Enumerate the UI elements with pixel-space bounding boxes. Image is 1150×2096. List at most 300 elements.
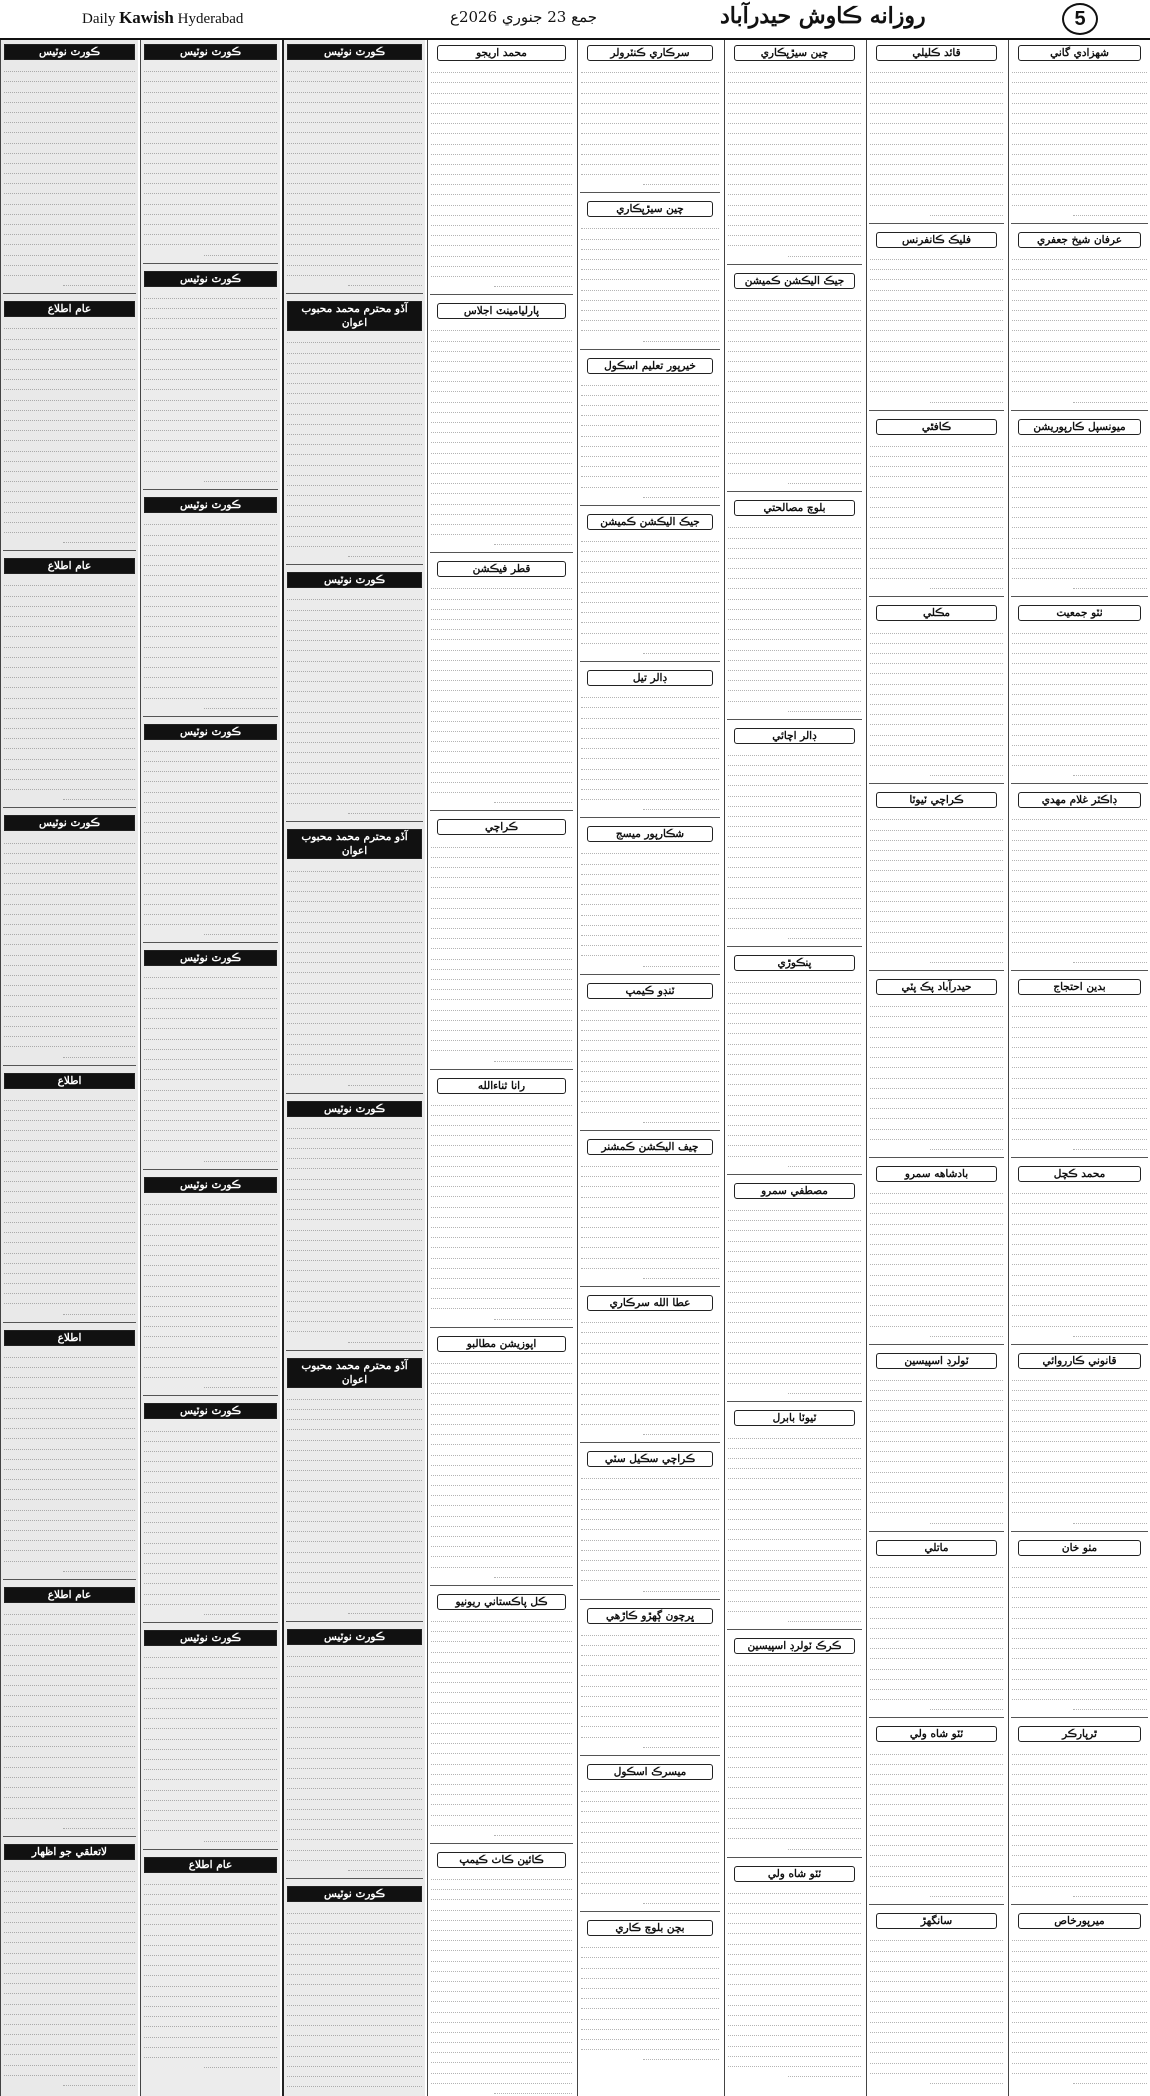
news-story [1009, 974, 1150, 1154]
story-divider [580, 1286, 720, 1287]
news-story [578, 1759, 722, 1908]
story-divider [1011, 1157, 1148, 1158]
news-story [284, 1354, 425, 1618]
story-headline: ڪورٽ نوٽيس [287, 1101, 422, 1117]
story-body-text [728, 1656, 861, 1850]
story-headline: محمد اريجو [437, 45, 566, 61]
news-story [867, 974, 1006, 1154]
story-headline: چيف اليڪشن ڪمشنر [587, 1139, 713, 1155]
story-headline: پارليامينٽ اجلاس [437, 303, 566, 319]
story-headline: حيدرآباد پڪ پٽي [876, 979, 997, 995]
story-body-text [144, 515, 277, 709]
story-headline: پنڪوڙي [734, 955, 855, 971]
story-divider [430, 294, 573, 295]
story-divider [727, 719, 862, 720]
news-story [867, 1348, 1006, 1528]
story-headline: ڪورٽ نوٽيس [287, 1886, 422, 1902]
news-story [428, 40, 575, 291]
news-story [284, 40, 425, 290]
story-headline: سرڪاري ڪنٽرولر [587, 45, 713, 61]
nameplate-daily: Daily [82, 11, 116, 27]
news-story [867, 1908, 1006, 2088]
story-headline: قطر فيڪشن [437, 561, 566, 577]
urdu-nameplate: روزانه ڪاوش حيدرآباد [720, 3, 926, 29]
story-divider [3, 550, 136, 551]
story-divider [869, 1717, 1004, 1718]
story-headline: ٽنڊو ڪيمپ [587, 983, 713, 999]
story-body-text [144, 1648, 277, 1842]
story-body-text [728, 1428, 861, 1622]
story-body-text [287, 1119, 422, 1343]
news-story [725, 40, 864, 261]
news-story [1009, 40, 1150, 220]
story-headline: ٽولرڊ اسپيسين [876, 1353, 997, 1369]
story-body-text [870, 63, 1003, 216]
story-headline: ڪورٽ نوٽيس [144, 1403, 277, 1419]
story-body-text [581, 219, 719, 341]
story-divider [143, 489, 278, 490]
story-body-text [287, 333, 422, 557]
news-story [284, 568, 425, 818]
story-headline: عام اطلاع [4, 1587, 135, 1603]
story-body-text [431, 1870, 572, 2094]
story-divider [3, 1836, 136, 1837]
story-divider [1011, 970, 1148, 971]
news-story [1009, 227, 1150, 407]
news-story [1, 811, 138, 1061]
masthead [0, 0, 1150, 40]
story-body-text [728, 973, 861, 1167]
story-divider [869, 1904, 1004, 1905]
story-divider [3, 1579, 136, 1580]
story-headline: ڪورٽ نوٽيس [287, 1629, 422, 1645]
story-headline: عام اطلاع [144, 1857, 277, 1873]
story-body-text [4, 1605, 135, 1829]
story-body-text [287, 1904, 422, 2096]
news-story [428, 1589, 575, 1840]
news-story [284, 1625, 425, 1875]
story-body-text [870, 997, 1003, 1150]
news-story [867, 40, 1006, 220]
story-headline: ڪورٽ نوٽيس [4, 815, 135, 831]
story-divider [869, 1531, 1004, 1532]
story-divider [727, 264, 862, 265]
story-divider [1011, 1531, 1148, 1532]
story-divider [727, 1629, 862, 1630]
notice-column-3 [282, 40, 425, 2096]
story-divider [1011, 1344, 1148, 1345]
story-body-text [431, 1354, 572, 1578]
news-story [428, 1331, 575, 1582]
story-divider [580, 1911, 720, 1912]
news-story [428, 298, 575, 549]
story-headline: عام اطلاع [4, 301, 135, 317]
news-story [867, 1161, 1006, 1341]
story-divider [286, 821, 423, 822]
news-story [428, 1847, 575, 2096]
news-story [141, 1173, 280, 1393]
story-divider [430, 1585, 573, 1586]
story-divider [430, 1069, 573, 1070]
story-divider [580, 974, 720, 975]
story-divider [580, 192, 720, 193]
story-headline: ڪافٿي [876, 419, 997, 435]
news-column-5 [577, 40, 722, 2096]
story-body-text [581, 63, 719, 185]
story-divider [869, 970, 1004, 971]
news-story [1009, 1908, 1150, 2088]
story-headline: مڪلي [876, 605, 997, 621]
story-headline: ڪورٽ نوٽيس [144, 724, 277, 740]
story-headline: جيڪ اليڪشن ڪميشن [734, 273, 855, 289]
news-story [284, 1097, 425, 1347]
story-body-text [287, 861, 422, 1085]
story-body-text [870, 1931, 1003, 2084]
story-headline: ميونسپل ڪارپوريشن [1018, 419, 1141, 435]
story-body-text [4, 1091, 135, 1315]
story-headline: ڪل پاڪستاني ريونيو [437, 1594, 566, 1610]
story-headline: محمد ڪچل [1018, 1166, 1141, 1182]
story-body-text [1012, 437, 1147, 590]
story-headline: اطلاع [4, 1330, 135, 1346]
story-divider [286, 1093, 423, 1094]
story-headline: ڪرڪ ٽولرڊ اسپيسين [734, 1638, 855, 1654]
story-headline: ڊالر تيل [587, 670, 713, 686]
news-story [284, 825, 425, 1089]
news-story [578, 40, 722, 189]
story-body-text [144, 1875, 277, 2069]
news-story [578, 1446, 722, 1595]
story-body-text [581, 688, 719, 810]
news-story [1, 1840, 138, 2090]
story-body-text [431, 63, 572, 287]
story-divider [580, 349, 720, 350]
news-story [1009, 1348, 1150, 1528]
story-body-text [870, 437, 1003, 590]
story-headline: مٺو خان [1018, 1540, 1141, 1556]
story-divider [143, 716, 278, 717]
news-story [725, 950, 864, 1171]
story-divider [869, 1344, 1004, 1345]
news-column-8 [1008, 40, 1150, 2096]
news-story [141, 493, 280, 713]
story-headline: بچن بلوچ ڪاري [587, 1920, 713, 1936]
story-divider [286, 564, 423, 565]
story-divider [286, 1878, 423, 1879]
story-body-text [1012, 63, 1147, 216]
story-body-text [287, 62, 422, 286]
story-divider [286, 1350, 423, 1351]
story-body-text [287, 1647, 422, 1871]
news-story [141, 946, 280, 1166]
story-headline: ڀرچون ڳهڙو ڪاڙهي [587, 1608, 713, 1624]
story-body-text [144, 742, 277, 936]
story-divider [1011, 223, 1148, 224]
story-headline: ڪورٽ نوٽيس [287, 44, 422, 60]
story-body-text [870, 1744, 1003, 1897]
story-divider [3, 807, 136, 808]
story-body-text [870, 1184, 1003, 1337]
news-story [284, 297, 425, 561]
story-headline: آڏو محترم محمد محبوب اعوان [287, 1358, 422, 1388]
news-story [867, 414, 1006, 594]
story-headline: ميرپورخاص [1018, 1913, 1141, 1929]
story-body-text [287, 590, 422, 814]
news-story [141, 1399, 280, 1619]
story-divider [1011, 1717, 1148, 1718]
story-divider [869, 596, 1004, 597]
story-divider [727, 1401, 862, 1402]
story-headline: ڪورٽ نوٽيس [144, 271, 277, 287]
news-story [1009, 1535, 1150, 1715]
story-headline: اپوزيشن مطالبو [437, 1336, 566, 1352]
news-column-4 [427, 40, 575, 2096]
news-story [1, 297, 138, 547]
story-divider [869, 410, 1004, 411]
story-body-text [1012, 1558, 1147, 1711]
story-body-text [287, 1390, 422, 1614]
story-divider [727, 491, 862, 492]
news-story [141, 1626, 280, 1846]
story-headline: ماتلي [876, 1540, 997, 1556]
news-story [1, 554, 138, 804]
story-divider [143, 1169, 278, 1170]
news-story [867, 1535, 1006, 1715]
story-divider [3, 293, 136, 294]
story-headline: چين سيڙپڪاري [734, 45, 855, 61]
story-body-text [4, 576, 135, 800]
story-headline: خيرپور تعليم اسڪول [587, 358, 713, 374]
news-story [141, 720, 280, 940]
news-story [725, 1633, 864, 1854]
story-headline: ڪورٽ نوٽيس [144, 497, 277, 513]
story-headline: فليڪ ڪانفرنس [876, 232, 997, 248]
story-headline: ميسرڪ اسڪول [587, 1764, 713, 1780]
story-body-text [870, 1371, 1003, 1524]
news-story [1009, 1721, 1150, 1901]
story-headline: عرفان شيخ جعفري [1018, 232, 1141, 248]
story-body-text [728, 63, 861, 257]
story-body-text [870, 623, 1003, 776]
story-divider [580, 1755, 720, 1756]
story-divider [580, 505, 720, 506]
news-story [141, 40, 280, 260]
story-divider [1011, 410, 1148, 411]
news-story [578, 353, 722, 502]
story-body-text [144, 1195, 277, 1389]
news-column-7 [866, 40, 1006, 2096]
story-headline: بلوچ مصالحتي [734, 500, 855, 516]
news-story [1009, 600, 1150, 780]
story-divider [3, 1065, 136, 1066]
story-body-text [728, 1884, 861, 2078]
news-story [578, 1290, 722, 1439]
story-headline: ڪورٽ نوٽيس [4, 44, 135, 60]
story-divider [869, 1157, 1004, 1158]
story-body-text [870, 810, 1003, 963]
story-headline: اطلاع [4, 1073, 135, 1089]
story-body-text [4, 1348, 135, 1572]
story-divider [430, 810, 573, 811]
news-column-6 [724, 40, 864, 2096]
story-headline: جيڪ اليڪشن ڪميشن [587, 514, 713, 530]
story-body-text [581, 376, 719, 498]
issue-date: جمع 23 جنوري 2026ع [450, 8, 598, 26]
story-body-text [431, 579, 572, 803]
news-story [578, 1134, 722, 1283]
page-number-badge: 5 [1062, 3, 1098, 35]
news-story [284, 1882, 425, 2096]
story-body-text [728, 518, 861, 712]
story-headline: بدين احتجاج [1018, 979, 1141, 995]
story-headline: آڏو محترم محمد محبوب اعوان [287, 301, 422, 331]
story-divider [727, 1857, 862, 1858]
story-body-text [581, 1157, 719, 1279]
story-headline: عطا الله سرڪاري [587, 1295, 713, 1311]
news-story [428, 814, 575, 1065]
story-body-text [581, 532, 719, 654]
news-story [141, 267, 280, 487]
story-headline: قائد ڪليلي [876, 45, 997, 61]
story-body-text [1012, 1184, 1147, 1337]
story-divider [580, 817, 720, 818]
story-body-text [581, 1626, 719, 1748]
story-body-text [431, 1612, 572, 1836]
story-body-text [144, 289, 277, 483]
news-story [578, 196, 722, 345]
story-body-text [581, 1782, 719, 1904]
story-headline: ٽيوٽا بابرل [734, 1410, 855, 1426]
story-divider [869, 223, 1004, 224]
news-story [1009, 1161, 1150, 1341]
story-body-text [1012, 1744, 1147, 1897]
story-headline: عام اطلاع [4, 558, 135, 574]
news-story [725, 1861, 864, 2082]
news-story [578, 821, 722, 970]
story-divider [430, 552, 573, 553]
story-headline: ٺٽو جمعيت [1018, 605, 1141, 621]
story-headline: ڪائين ڪاٺ ڪيمپ [437, 1852, 566, 1868]
story-body-text [431, 1096, 572, 1320]
story-headline: ڪورٽ نوٽيس [144, 1630, 277, 1646]
story-body-text [870, 250, 1003, 403]
news-story [1009, 414, 1150, 594]
story-body-text [144, 62, 277, 256]
news-story [1, 1069, 138, 1319]
news-story [867, 600, 1006, 780]
story-body-text [728, 746, 861, 940]
story-body-text [870, 1558, 1003, 1711]
news-story [725, 495, 864, 716]
news-story [1, 1326, 138, 1576]
story-divider [3, 1322, 136, 1323]
story-headline: ٿرپارڪر [1018, 1726, 1141, 1742]
story-divider [143, 1622, 278, 1623]
story-divider [580, 1442, 720, 1443]
story-headline: شهزادي گاني [1018, 45, 1141, 61]
story-body-text [1012, 1931, 1147, 2084]
story-headline: بادشاهه سمرو [876, 1166, 997, 1182]
story-body-text [1012, 623, 1147, 776]
news-story [867, 1721, 1006, 1901]
story-headline: ٽٽو شاه ولي [876, 1726, 997, 1742]
story-headline: ڪورٽ نوٽيس [144, 950, 277, 966]
story-divider [143, 1395, 278, 1396]
story-divider [143, 1849, 278, 1850]
notice-column-2 [140, 40, 280, 2096]
story-divider [1011, 596, 1148, 597]
story-divider [143, 942, 278, 943]
story-headline: ڪورٽ نوٽيس [287, 572, 422, 588]
news-story [1009, 787, 1150, 967]
story-body-text [1012, 810, 1147, 963]
news-story [867, 787, 1006, 967]
news-story [725, 268, 864, 489]
story-headline: شڪارپور ميسج [587, 826, 713, 842]
story-headline: لاتعلقي جو اظهار [4, 1844, 135, 1860]
story-body-text [728, 291, 861, 485]
story-headline: ٽٽو شاه ولي [734, 1866, 855, 1882]
story-headline: مصطفي سمرو [734, 1183, 855, 1199]
story-divider [869, 783, 1004, 784]
story-body-text [4, 319, 135, 543]
news-story [725, 723, 864, 944]
story-headline: ڪراچي ٽيوٽا [876, 792, 997, 808]
news-story [867, 227, 1006, 407]
story-headline: آڏو محترم محمد محبوب اعوان [287, 829, 422, 859]
notice-column-1 [0, 40, 138, 2096]
story-body-text [144, 1421, 277, 1615]
news-story [1, 40, 138, 290]
news-story [578, 1915, 722, 2064]
story-divider [1011, 1904, 1148, 1905]
news-story [578, 509, 722, 658]
nameplate-city: Hyderabad [177, 11, 244, 27]
story-body-text [1012, 997, 1147, 1150]
story-headline: سانگهڙ [876, 1913, 997, 1929]
story-divider [727, 946, 862, 947]
news-story [578, 1603, 722, 1752]
story-body-text [581, 844, 719, 966]
story-headline: ڊالر اچائي [734, 728, 855, 744]
story-headline: ڪراچي [437, 819, 566, 835]
story-body-text [581, 1001, 719, 1123]
news-story [725, 1405, 864, 1626]
story-body-text [728, 1201, 861, 1395]
story-divider [286, 1621, 423, 1622]
story-body-text [4, 1862, 135, 2086]
story-headline: قانوني ڪارروائي [1018, 1353, 1141, 1369]
story-divider [430, 1327, 573, 1328]
story-body-text [4, 833, 135, 1057]
story-body-text [581, 1469, 719, 1591]
story-body-text [431, 837, 572, 1061]
story-headline: ڪورٽ نوٽيس [144, 44, 277, 60]
story-body-text [431, 321, 572, 545]
story-body-text [581, 1313, 719, 1435]
news-story [725, 1178, 864, 1399]
news-story [428, 1073, 575, 1324]
news-story [578, 665, 722, 814]
story-headline: ڪراچي سڪيل سٽي [587, 1451, 713, 1467]
story-divider [286, 293, 423, 294]
news-story [1, 1583, 138, 1833]
story-divider [1011, 783, 1148, 784]
story-headline: ڊاڪٽر غلام مهدي [1018, 792, 1141, 808]
news-story [578, 978, 722, 1127]
news-story [428, 556, 575, 807]
story-divider [580, 1599, 720, 1600]
